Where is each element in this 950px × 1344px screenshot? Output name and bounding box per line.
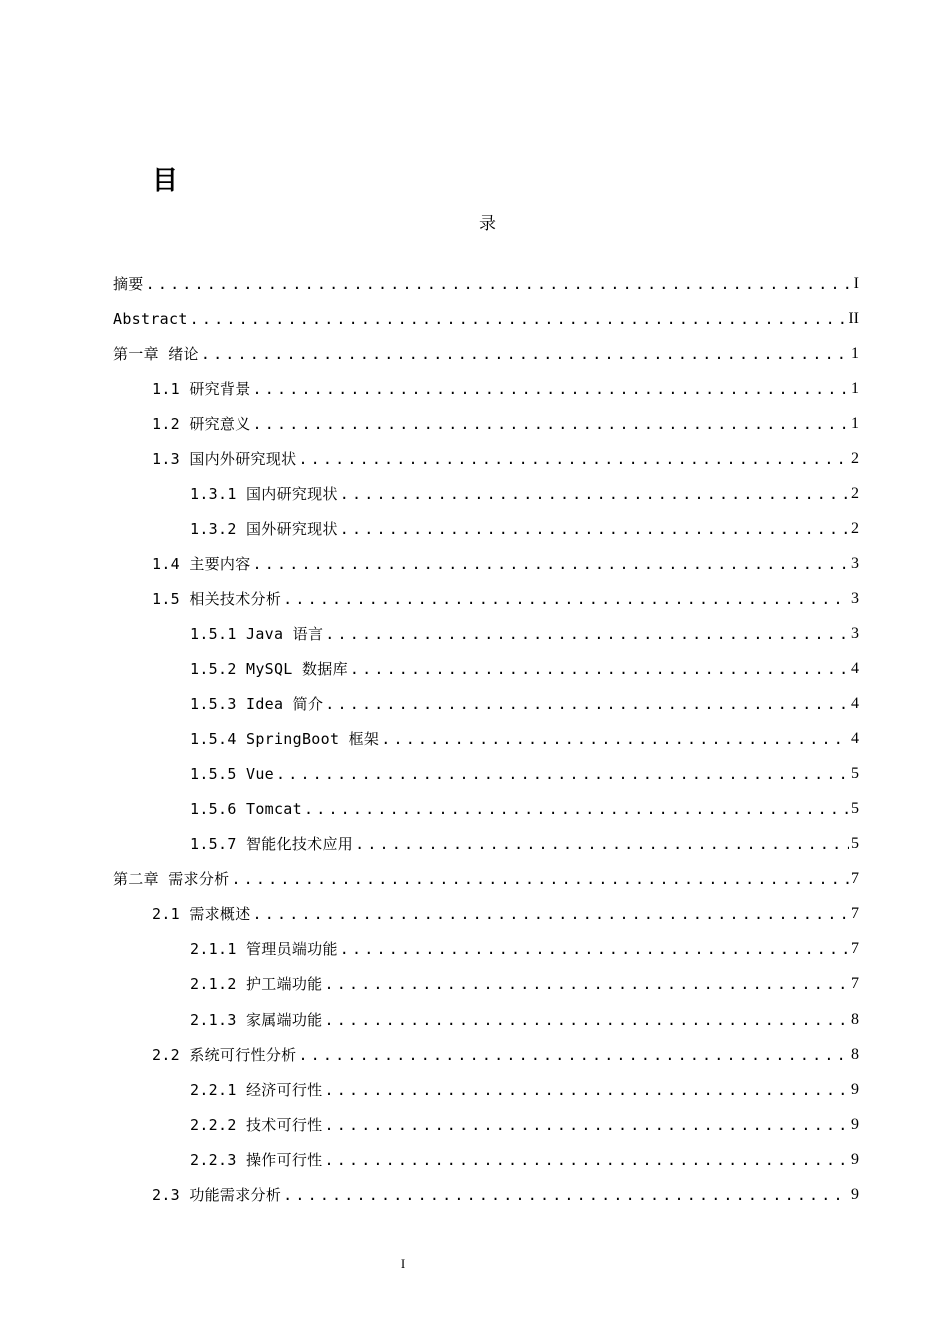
toc-entry-title: 2.3 功能需求分析 bbox=[152, 1185, 282, 1204]
toc-entry-title: 1.4 主要内容 bbox=[152, 554, 251, 573]
toc-entry[interactable] bbox=[0, 792, 950, 827]
toc-entry[interactable] bbox=[0, 652, 950, 687]
toc-entry-title: 1.5 相关技术分析 bbox=[152, 589, 282, 608]
toc-entry-title: 1.2 研究意义 bbox=[152, 414, 251, 433]
toc-dot-leader bbox=[231, 869, 849, 889]
toc-entry-page-number: 7 bbox=[851, 975, 859, 993]
toc-entry-title: 1.5.3 Idea 简介 bbox=[190, 695, 324, 714]
toc-dot-leader bbox=[340, 484, 849, 504]
toc-entry-page-number: II bbox=[848, 309, 859, 327]
toc-entry[interactable] bbox=[0, 687, 950, 722]
toc-entry-page-number: 1 bbox=[851, 344, 859, 362]
toc-entry[interactable] bbox=[0, 511, 950, 546]
toc-entry-title: 1.3 国内外研究现状 bbox=[152, 449, 297, 468]
toc-entry-title: 2.1.3 家属端功能 bbox=[190, 1010, 323, 1029]
toc-entry-page-number: 1 bbox=[851, 414, 859, 432]
toc-entry-page-number: 8 bbox=[851, 1010, 859, 1028]
toc-dot-leader bbox=[325, 624, 849, 644]
toc-dot-leader bbox=[276, 764, 849, 784]
toc-dot-leader bbox=[283, 589, 849, 609]
toc-entry[interactable] bbox=[0, 1002, 950, 1037]
toc-dot-leader bbox=[325, 1115, 850, 1135]
toc-dot-leader bbox=[146, 274, 852, 294]
toc-entry[interactable] bbox=[0, 1107, 950, 1142]
toc-entry-title: 2.1.1 管理员端功能 bbox=[190, 940, 338, 959]
toc-dot-leader bbox=[325, 1010, 850, 1030]
toc-entry-page-number: 9 bbox=[851, 1080, 859, 1098]
toc-entry[interactable] bbox=[0, 1037, 950, 1072]
toc-dot-leader bbox=[325, 974, 850, 994]
toc-entry-title: 2.2.1 经济可行性 bbox=[190, 1080, 323, 1099]
toc-entry-page-number: 3 bbox=[851, 554, 859, 572]
toc-entry-page-number: 5 bbox=[851, 835, 859, 853]
toc-entry[interactable] bbox=[0, 616, 950, 651]
toc-dot-leader bbox=[325, 1080, 850, 1100]
toc-dot-leader bbox=[381, 729, 849, 749]
toc-dot-leader bbox=[253, 554, 849, 574]
toc-entry-page-number: 4 bbox=[851, 730, 859, 748]
toc-entry-page-number: 5 bbox=[851, 765, 859, 783]
toc-entry-page-number: 9 bbox=[851, 1115, 859, 1133]
toc-entry-title: 2.2.2 技术可行性 bbox=[190, 1115, 323, 1134]
toc-entry-title: 2.1 需求概述 bbox=[152, 905, 251, 924]
toc-entry[interactable] bbox=[0, 967, 950, 1002]
toc-entry[interactable] bbox=[0, 301, 950, 336]
toc-entry[interactable] bbox=[0, 336, 950, 371]
toc-entry-page-number: 3 bbox=[851, 589, 859, 607]
toc-entry-page-number: 3 bbox=[851, 624, 859, 642]
toc-entry-page-number: 7 bbox=[851, 870, 859, 888]
toc-entry[interactable] bbox=[0, 862, 950, 897]
toc-dot-leader bbox=[253, 379, 849, 399]
toc-dot-leader bbox=[190, 309, 847, 329]
toc-dot-leader bbox=[325, 1150, 850, 1170]
toc-dot-leader bbox=[340, 519, 849, 539]
toc-entry[interactable] bbox=[0, 441, 950, 476]
toc-entry-page-number: 2 bbox=[851, 449, 859, 467]
toc-entry-page-number: 7 bbox=[851, 905, 859, 923]
toc-dot-leader bbox=[355, 834, 849, 854]
toc-dot-leader bbox=[350, 659, 849, 679]
toc-entry-title: Abstract bbox=[113, 309, 188, 328]
toc-entry-title: 2.2 系统可行性分析 bbox=[152, 1045, 297, 1064]
toc-entry-title: 2.2.3 操作可行性 bbox=[190, 1150, 323, 1169]
toc-entry-page-number: 9 bbox=[851, 1185, 859, 1203]
toc-dot-leader bbox=[283, 1185, 849, 1205]
toc-dot-leader bbox=[253, 414, 849, 434]
toc-entry[interactable] bbox=[0, 1142, 950, 1177]
toc-entry-page-number: 4 bbox=[851, 660, 859, 678]
toc-entry[interactable] bbox=[0, 757, 950, 792]
footer-page-number: I bbox=[400, 1256, 406, 1271]
toc-entry-page-number: 8 bbox=[851, 1045, 859, 1063]
toc-entry-title: 1.5.6 Tomcat bbox=[190, 800, 302, 819]
toc-entry[interactable] bbox=[0, 827, 950, 862]
toc-entry[interactable] bbox=[0, 722, 950, 757]
toc-entry-page-number: 1 bbox=[851, 379, 859, 397]
toc-entry[interactable] bbox=[0, 1072, 950, 1107]
toc-entry-page-number: 7 bbox=[851, 940, 859, 958]
toc-entry-page-number: I bbox=[853, 274, 859, 292]
toc-entry-page-number: 9 bbox=[851, 1150, 859, 1168]
toc-entry[interactable] bbox=[0, 476, 950, 511]
toc-entry[interactable] bbox=[0, 406, 950, 441]
toc-entry-title: 1.3.1 国内研究现状 bbox=[190, 484, 338, 503]
toc-entry-title: 1.5.4 SpringBoot 框架 bbox=[190, 730, 380, 749]
toc-entry[interactable] bbox=[0, 546, 950, 581]
toc-entry[interactable] bbox=[0, 266, 950, 301]
toc-entry-page-number: 2 bbox=[851, 484, 859, 502]
toc-entry-title: 摘要 bbox=[113, 274, 144, 293]
toc-entry-title: 1.5.7 智能化技术应用 bbox=[190, 835, 354, 854]
toc-entry-page-number: 2 bbox=[851, 519, 859, 537]
toc-entry-title: 第一章 绪论 bbox=[113, 344, 199, 363]
toc-entry-title: 第二章 需求分析 bbox=[113, 870, 230, 889]
toc-heading-first-char: 目 bbox=[152, 166, 179, 196]
toc-dot-leader bbox=[253, 904, 849, 924]
toc-dot-leader bbox=[325, 694, 849, 714]
toc-entry[interactable] bbox=[0, 581, 950, 616]
toc-dot-leader bbox=[298, 449, 849, 469]
toc-entry-title: 1.3.2 国外研究现状 bbox=[190, 519, 338, 538]
toc-entry[interactable] bbox=[0, 897, 950, 932]
toc-dot-leader bbox=[304, 799, 849, 819]
toc-entry-page-number: 4 bbox=[851, 695, 859, 713]
toc-entry-title: 1.5.1 Java 语言 bbox=[190, 624, 324, 643]
table-of-contents bbox=[0, 266, 950, 1212]
toc-entry[interactable] bbox=[0, 1177, 950, 1212]
toc-dot-leader bbox=[201, 344, 849, 364]
toc-dot-leader bbox=[298, 1045, 849, 1065]
toc-entry-title: 1.5.2 MySQL 数据库 bbox=[190, 660, 348, 679]
toc-entry-page-number: 5 bbox=[851, 800, 859, 818]
toc-dot-leader bbox=[340, 939, 849, 959]
toc-entry-title: 1.1 研究背景 bbox=[152, 379, 251, 398]
toc-entry-title: 2.1.2 护工端功能 bbox=[190, 975, 323, 994]
toc-heading-second-char: 录 bbox=[479, 214, 496, 234]
toc-entry[interactable] bbox=[0, 932, 950, 967]
toc-entry[interactable] bbox=[0, 371, 950, 406]
toc-entry-title: 1.5.5 Vue bbox=[190, 765, 274, 784]
